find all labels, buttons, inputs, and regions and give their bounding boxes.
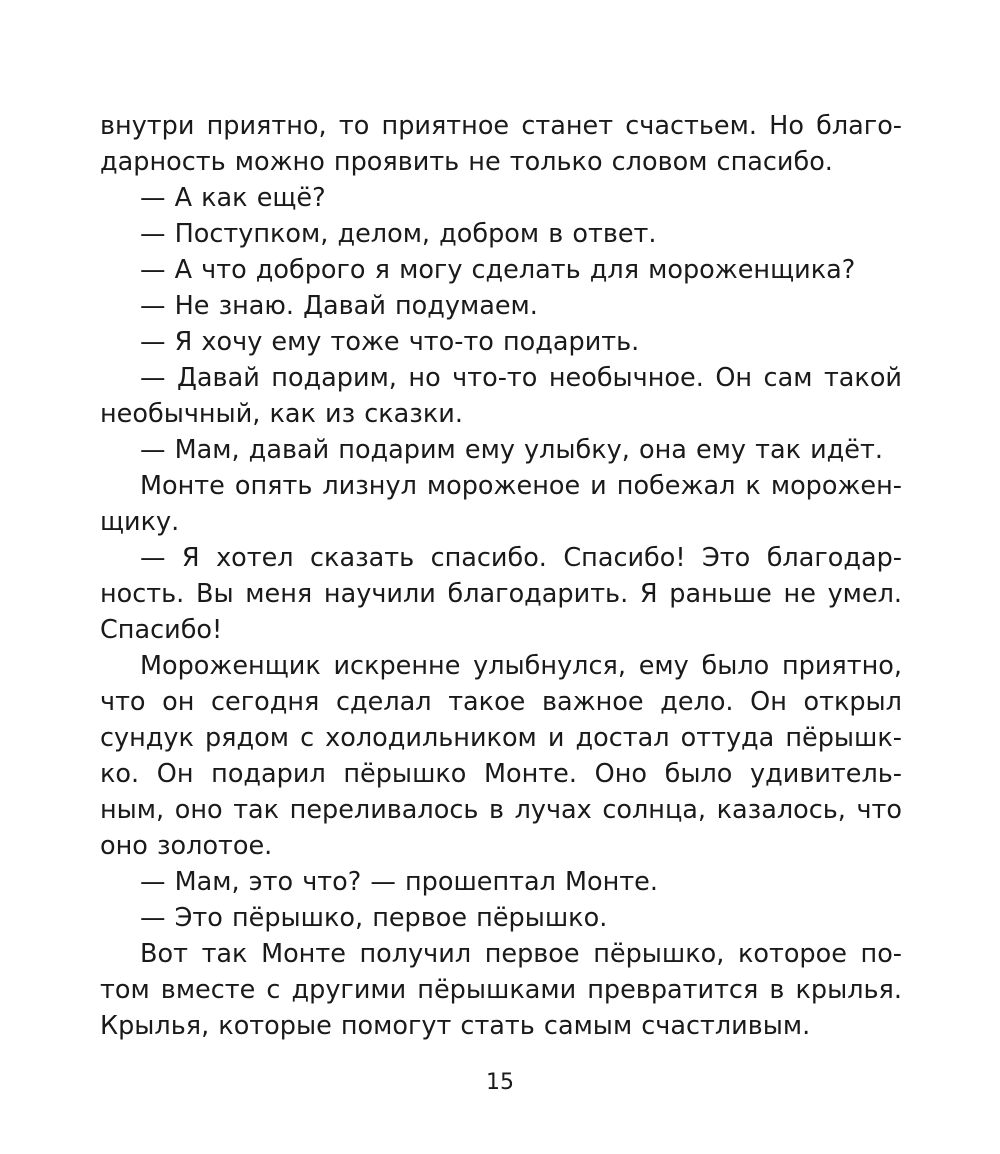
text-line: ко. Он подарил пёрышко Монте. Оно было удивитель- — [100, 759, 902, 789]
text-line: внутри приятно, то приятное станет счастьем. Но благо- — [100, 111, 902, 141]
text-line: — Не знаю. Давай подумаем. — [140, 291, 538, 321]
text-line: — Я хочу ему тоже что-то подарить. — [140, 327, 640, 357]
text-line: ность. Вы меня научили благодарить. Я раньше не умел. — [100, 579, 902, 609]
text-line: — Поступком, делом, добром в ответ. — [140, 219, 657, 249]
text-line: — Я хотел сказать спасибо. Спасибо! Это благодар- — [140, 543, 902, 573]
text-line: Спасибо! — [100, 615, 223, 645]
text-line: — Давай подарим, но что-то необычное. Он сам такой — [140, 363, 902, 393]
text-line: сундук рядом с холодильником и достал оттуда пёрышк- — [100, 723, 902, 753]
text-line: Мороженщик искренне улыбнулся, ему было приятно, — [140, 651, 902, 681]
text-line: — Мам, это что? — прошептал Монте. — [140, 867, 658, 897]
page-number: 15 — [486, 1070, 514, 1095]
text-line: Вот так Монте получил первое пёрышко, которое по- — [140, 939, 902, 969]
body-text — [100, 108, 902, 1044]
text-line: ным, оно так переливалось в лучах солнца, казалось, что — [100, 795, 902, 825]
text-line: — Это пёрышко, первое пёрышко. — [140, 903, 608, 933]
text-line: — А что доброго я могу сделать для мороженщика? — [140, 255, 856, 285]
text-line: оно золотое. — [100, 831, 273, 861]
text-line: том вместе с другими пёрышками превратится в крылья. — [100, 975, 902, 1005]
text-line: — А как ещё? — [140, 183, 326, 213]
text-line: Монте опять лизнул мороженое и побежал к морожен- — [140, 471, 902, 501]
text-line: Крылья, которые помогут стать самым счастливым. — [100, 1011, 811, 1041]
text-line: щику. — [100, 507, 180, 537]
text-line: дарность можно проявить не только словом спасибо. — [100, 147, 833, 177]
text-line: — Мам, давай подарим ему улыбку, она ему так идёт. — [140, 435, 883, 465]
text-line: что он сегодня сделал такое важное дело. Он открыл — [100, 687, 902, 717]
text-line: необычный, как из сказки. — [100, 399, 463, 429]
